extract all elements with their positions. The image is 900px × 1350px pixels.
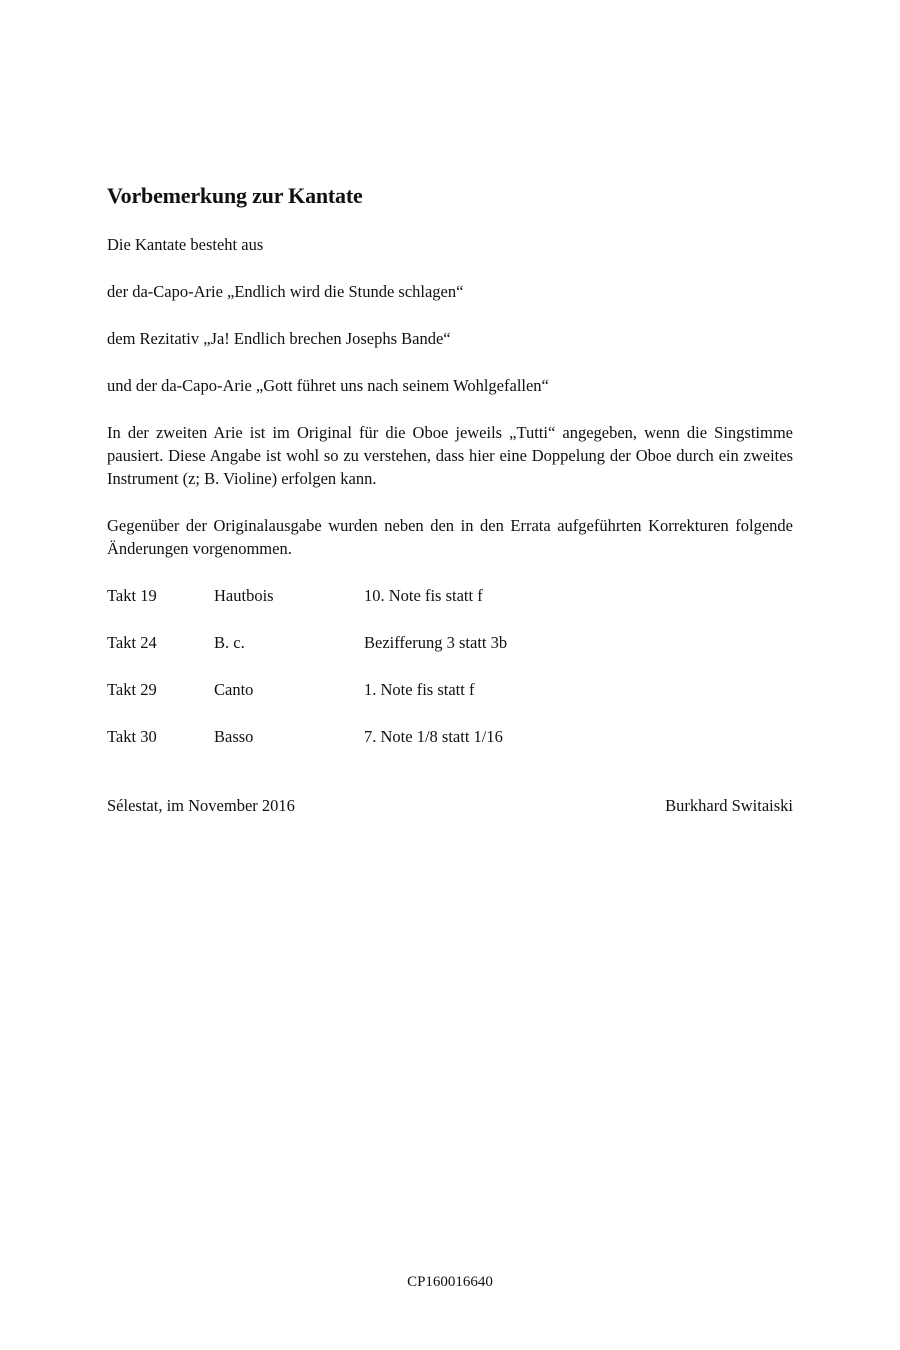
change-part: Canto: [214, 680, 254, 699]
movement-1: der da-Capo-Arie „Endlich wird die Stunde schlagen“: [107, 282, 464, 301]
author-name: Burkhard Switaiski: [665, 796, 793, 815]
oboe-note-paragraph: In der zweiten Arie ist im Original für die Oboe jeweils „Tutti“ angegeben, wenn die Singstimme pausiert. Diese Angabe ist wohl so zu verstehen, dass hier eine Doppelung der Oboe durch ein zweites Instrument (z; B. Violine) erfolgen kann.: [107, 423, 793, 488]
signature-line: [107, 794, 793, 817]
change-description: Bezifferung 3 statt 3b: [364, 633, 508, 652]
catalog-number: CP160016640: [407, 1274, 493, 1290]
page-title: Vorbemerkung zur Kantate: [107, 183, 363, 208]
change-row: [107, 631, 793, 654]
document-body: [107, 183, 793, 817]
change-description: 10. Note fis statt f: [364, 586, 483, 605]
change-measure: Takt 24: [107, 633, 157, 652]
change-description: 1. Note fis statt f: [364, 680, 475, 699]
change-row: [107, 584, 793, 607]
movement-2: dem Rezitativ „Ja! Endlich brechen Josephs Bande“: [107, 329, 451, 348]
change-measure: Takt 30: [107, 727, 157, 746]
change-row: [107, 725, 793, 748]
changes-list: [107, 584, 793, 748]
change-description: 7. Note 1/8 statt 1/16: [364, 727, 503, 746]
change-part: Hautbois: [214, 586, 274, 605]
change-row: [107, 678, 793, 701]
change-measure: Takt 29: [107, 680, 157, 699]
change-part: Basso: [214, 727, 254, 746]
intro-text: Die Kantate besteht aus: [107, 235, 264, 254]
place-date: Sélestat, im November 2016: [107, 796, 295, 815]
movement-3: und der da-Capo-Arie „Gott führet uns nach seinem Wohlgefallen“: [107, 376, 549, 395]
change-measure: Takt 19: [107, 586, 157, 605]
changes-intro-paragraph: Gegenüber der Originalausgabe wurden neben den in den Errata aufgeführten Korrekturen folgende Änderungen vorgenommen.: [107, 516, 793, 558]
change-part: B. c.: [214, 633, 245, 652]
